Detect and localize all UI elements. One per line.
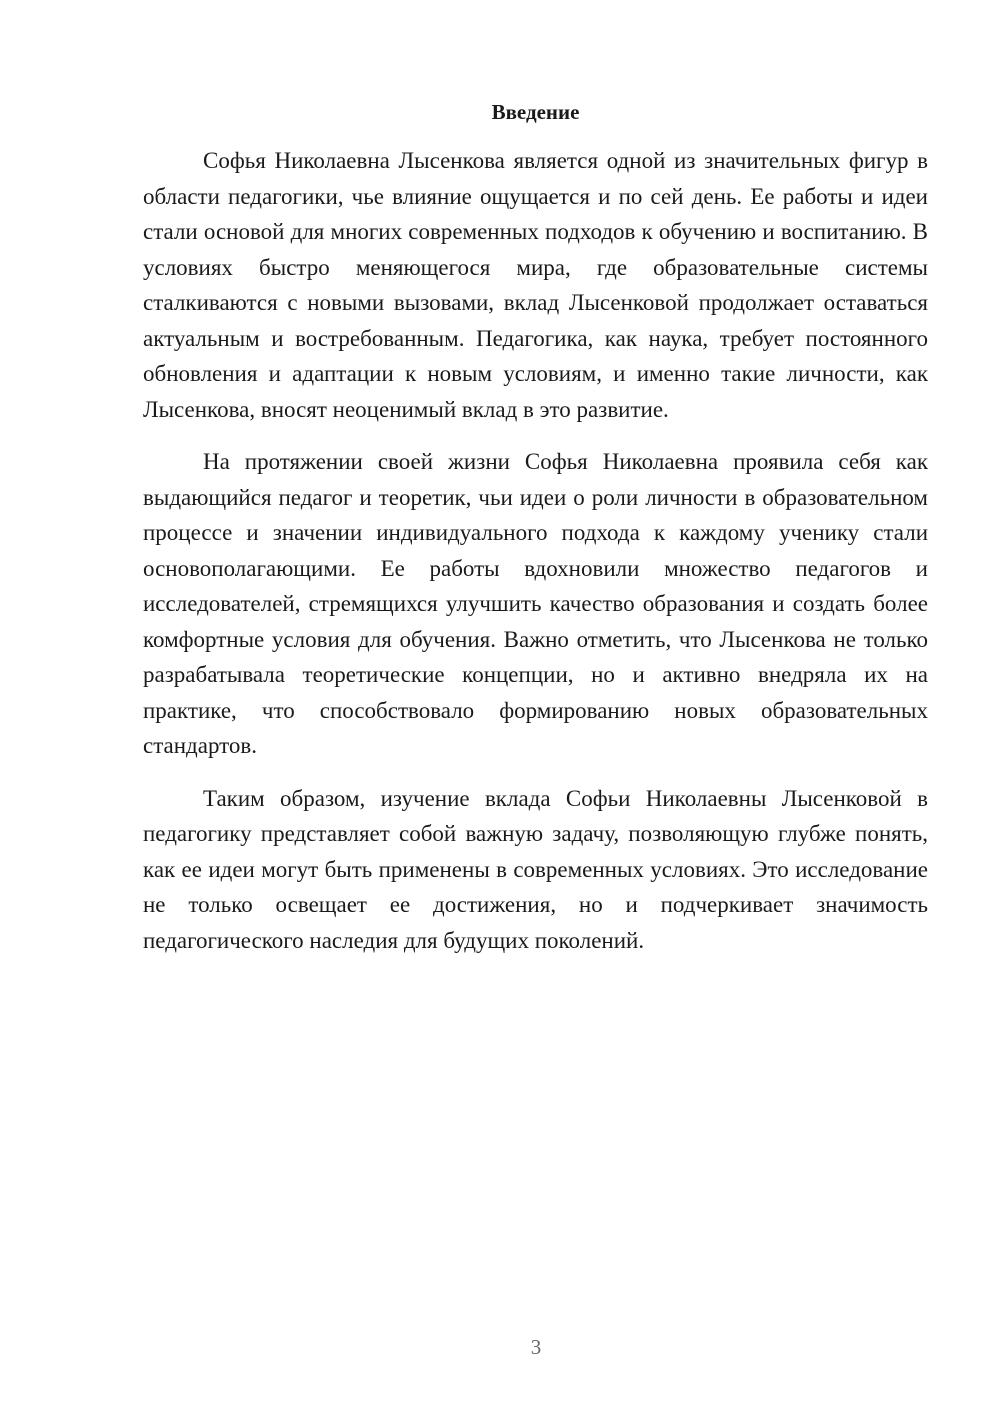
paragraph-3: Таким образом, изучение вклада Софьи Николаевны Лысенковой в педагогику представляет собой важную задачу, позволяющую глубже понять, как ее идеи могут быть применены в современных условиях. Это исследование не только освещает ее достижения, но и подчеркивает значимость педагогического наследия для будущих поколений. <box>143 785 928 953</box>
paragraph-1: Софья Николаевна Лысенкова является одной из значительных фигур в области педагогики, чье влияние ощущается и по сей день. Ее работы и идеи стали основой для многих современных подходов к обучению и воспитанию. В условиях быстро меняющегося мира, где образовательные системы сталкиваются с новыми вызовами, вклад Лысенковой продолжает оставаться актуальным и востребованным. Педагогика, как наука, требует постоянного обновления и адаптации к новым условиям, и именно такие личности, как Лысенкова, вносят неоценимый вклад в это развитие. <box>143 148 928 422</box>
page-number: 3 <box>530 1335 542 1359</box>
body-text <box>143 143 928 975</box>
paragraph-2: На протяжении своей жизни Софья Николаевна проявила себя как выдающийся педагог и теоретик, чьи идеи о роли личности в образовательном процессе и значении индивидуального подхода к каждому ученику стали основополагающими. Ее работы вдохновили множество педагогов и исследователей, стремящихся улучшить качество образования и создать более комфортные условия для обучения. Важно отметить, что Лысенкова не только разрабатывала теоретические концепции, но и активно внедряла их на практике, что способствовало формированию новых образовательных стандартов. <box>143 449 928 758</box>
section-heading: Введение <box>491 100 580 124</box>
